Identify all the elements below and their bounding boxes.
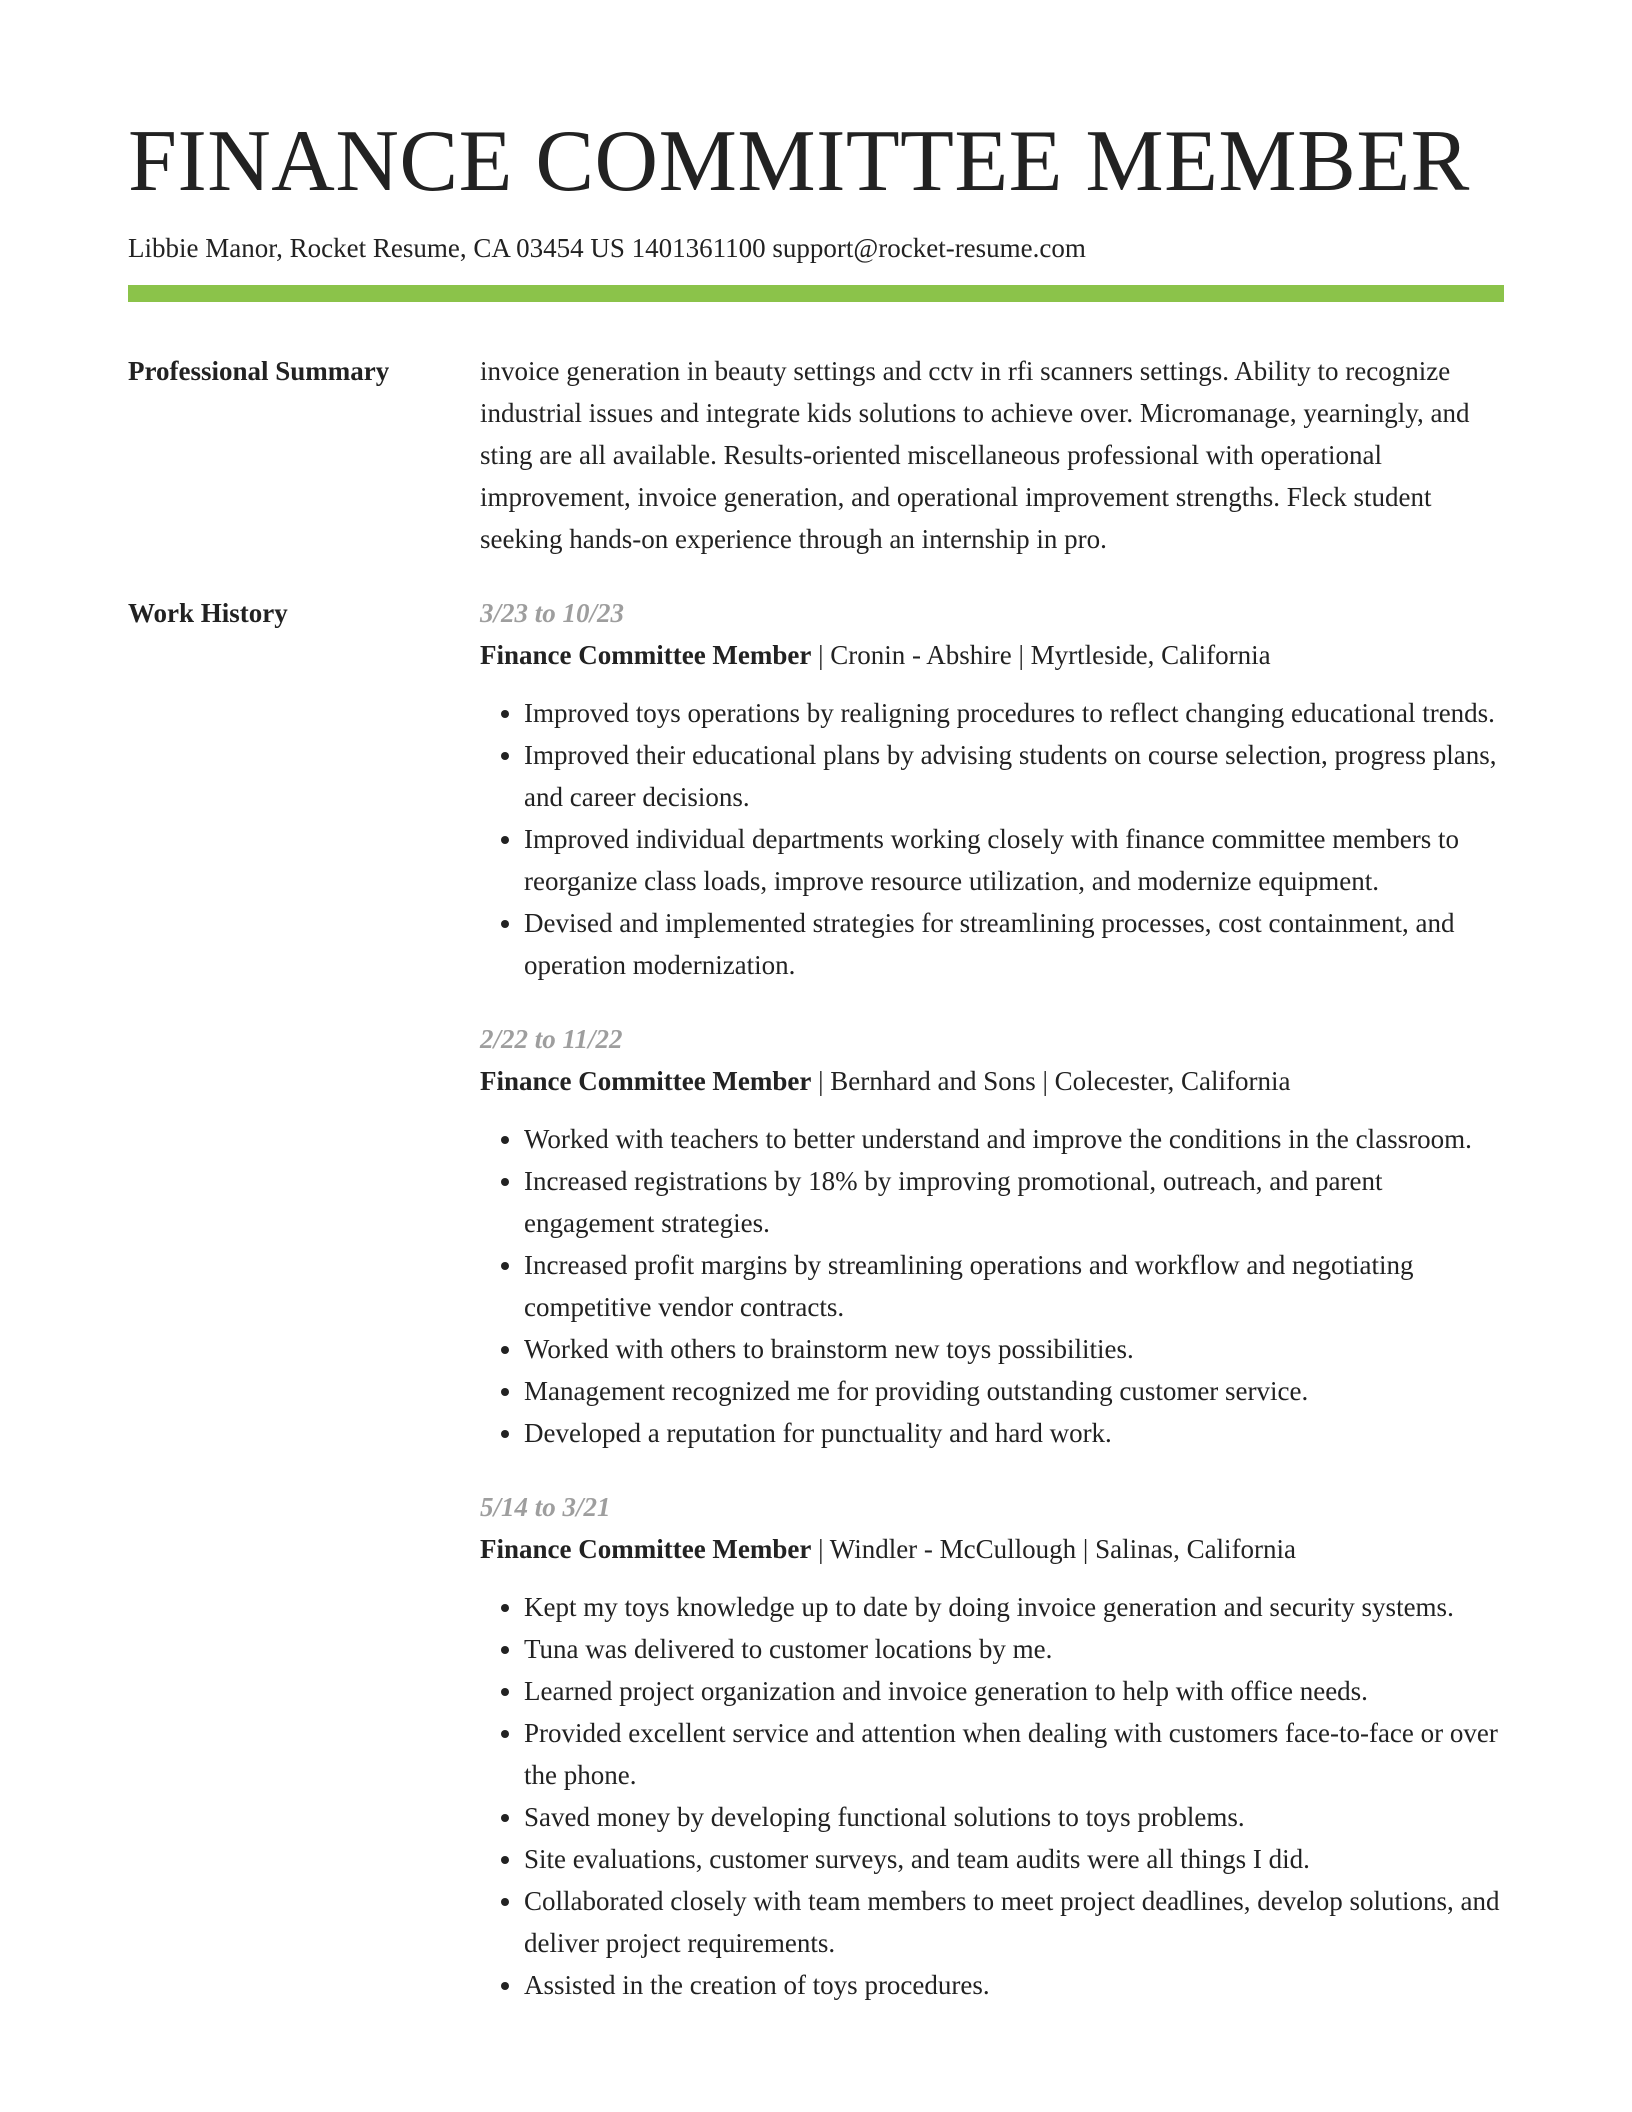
job-dates: 2/22 to 11/22	[480, 1024, 623, 1054]
resume-name-heading: FINANCE COMMITTEE MEMBER	[128, 113, 1470, 210]
job-bullet: • Management recognized me for providing outstanding customer service.	[524, 1370, 1504, 1412]
job-bullet-list	[480, 1118, 1504, 1454]
job-bullet: • Tuna was delivered to customer locations by me.	[524, 1628, 1504, 1670]
job-bullet: • Developed a reputation for punctuality and hard work.	[524, 1412, 1504, 1454]
job-bullet: • Saved money by developing functional solutions to toys problems.	[524, 1796, 1504, 1838]
section-label-work-history: Work History	[128, 598, 288, 628]
job-entry	[480, 592, 1504, 986]
contact-line: Libbie Manor, Rocket Resume, CA 03454 US 1401361100 support@rocket-resume.com	[128, 233, 1086, 263]
job-bullet: • Worked with others to brainstorm new toys possibilities.	[524, 1328, 1504, 1370]
job-heading	[480, 634, 1504, 676]
job-bullet: • Worked with teachers to better understand and improve the conditions in the classroom.	[524, 1118, 1504, 1160]
job-heading	[480, 1060, 1504, 1102]
job-heading	[480, 1528, 1504, 1570]
job-bullet: • Increased profit margins by streamlining operations and workflow and negotiating competitive vendor contracts.	[524, 1244, 1504, 1328]
section-label-summary: Professional Summary	[128, 356, 390, 386]
job-title: Finance Committee Member	[480, 640, 812, 670]
job-title: Finance Committee Member	[480, 1066, 812, 1096]
job-bullet: • Devised and implemented strategies for streamlining processes, cost containment, and operation modernization.	[524, 902, 1504, 986]
job-bullet: • Provided excellent service and attention when dealing with customers face-to-face or over the phone.	[524, 1712, 1504, 1796]
job-bullet: • Kept my toys knowledge up to date by doing invoice generation and security systems.	[524, 1586, 1504, 1628]
accent-divider	[128, 285, 1504, 302]
job-bullet: • Assisted in the creation of toys procedures.	[524, 1964, 1504, 2006]
job-bullet: • Learned project organization and invoice generation to help with office needs.	[524, 1670, 1504, 1712]
job-bullet: • Increased registrations by 18% by improving promotional, outreach, and parent engagement strategies.	[524, 1160, 1504, 1244]
job-bullet: • Site evaluations, customer surveys, and team audits were all things I did.	[524, 1838, 1504, 1880]
job-dates: 5/14 to 3/21	[480, 1492, 611, 1522]
job-bullet: • Improved toys operations by realigning procedures to reflect changing educational trends.	[524, 692, 1504, 734]
job-bullet: • Collaborated closely with team members to meet project deadlines, develop solutions, and deliver project requirements.	[524, 1880, 1504, 1964]
job-employer-location: | Windler - McCullough | Salinas, California	[811, 1534, 1297, 1564]
summary-body	[480, 350, 1504, 560]
work-history-body	[480, 592, 1504, 2038]
summary-text: invoice generation in beauty settings and cctv in rfi scanners settings. Ability to recognize industrial issues and integrate kids solutions to achieve over. Micromanage, yearningly, and sting are all available. Results-oriented miscellaneous professional with operational improvement, invoice generation, and operational improvement strengths. Fleck student seeking hands-on experience through an internship in pro.	[480, 356, 1470, 554]
job-bullet-list	[480, 692, 1504, 986]
job-bullet-list	[480, 1586, 1504, 2006]
job-title: Finance Committee Member	[480, 1534, 812, 1564]
job-bullet: • Improved individual departments working closely with finance committee members to reorganize class loads, improve resource utilization, and modernize equipment.	[524, 818, 1504, 902]
job-entry	[480, 1486, 1504, 2006]
job-employer-location: | Cronin - Abshire | Myrtleside, California	[811, 640, 1271, 670]
job-entry	[480, 1018, 1504, 1454]
job-dates: 3/23 to 10/23	[480, 598, 625, 628]
job-employer-location: | Bernhard and Sons | Colecester, California	[811, 1066, 1291, 1096]
job-bullet: • Improved their educational plans by advising students on course selection, progress plans, and career decisions.	[524, 734, 1504, 818]
